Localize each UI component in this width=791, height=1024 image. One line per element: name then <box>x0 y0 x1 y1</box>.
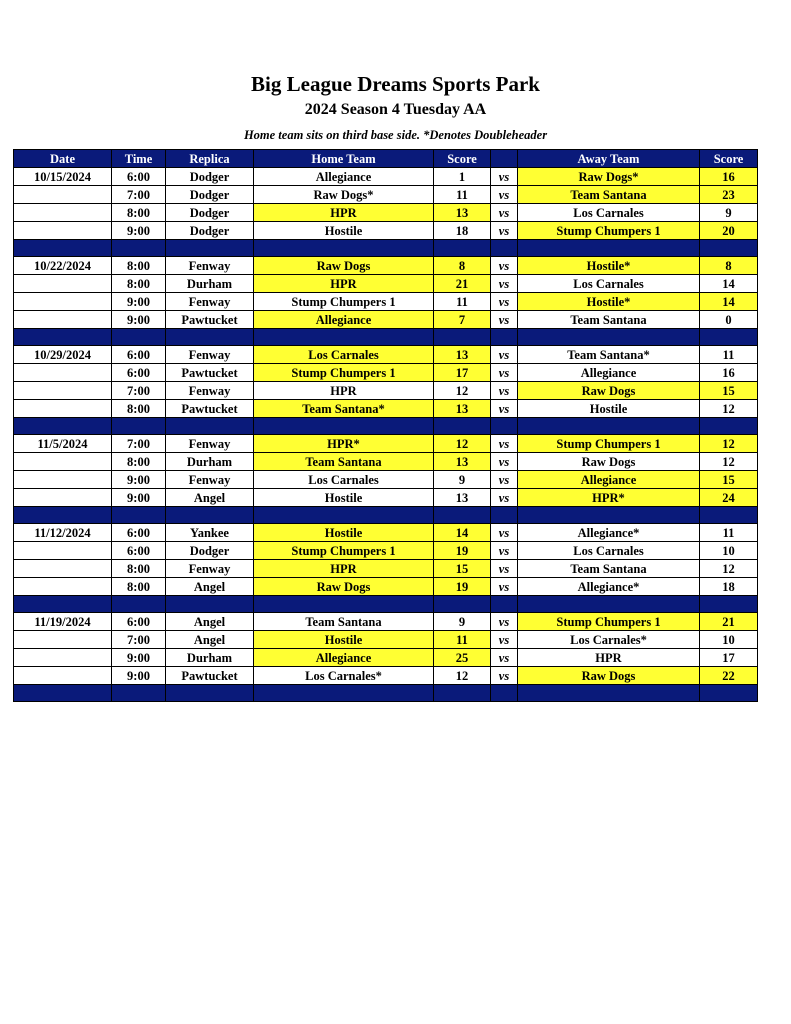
game-time: 9:00 <box>112 471 166 489</box>
vs-label: vs <box>491 364 518 382</box>
away-score: 12 <box>700 560 758 578</box>
away-score: 14 <box>700 293 758 311</box>
separator-cell <box>14 418 112 435</box>
game-date <box>14 222 112 240</box>
vs-label: vs <box>491 649 518 667</box>
separator-cell <box>434 685 491 702</box>
game-date: 11/5/2024 <box>14 435 112 453</box>
col-header-away-team: Away Team <box>518 150 700 168</box>
vs-label: vs <box>491 631 518 649</box>
home-team: Raw Dogs <box>254 578 434 596</box>
game-time: 9:00 <box>112 649 166 667</box>
away-team: HPR* <box>518 489 700 507</box>
vs-label: vs <box>491 311 518 329</box>
away-score: 12 <box>700 453 758 471</box>
home-score: 14 <box>434 524 491 542</box>
away-score: 20 <box>700 222 758 240</box>
game-row <box>14 489 758 507</box>
away-team: Allegiance <box>518 471 700 489</box>
game-replica: Pawtucket <box>166 667 254 685</box>
schedule-body <box>14 168 758 702</box>
vs-label: vs <box>491 613 518 631</box>
game-date: 11/19/2024 <box>14 613 112 631</box>
away-team: Raw Dogs* <box>518 168 700 186</box>
home-team: Los Carnales <box>254 346 434 364</box>
page-note: Home team sits on third base side. *Denotes Doubleheader <box>243 128 548 142</box>
away-team: HPR <box>518 649 700 667</box>
home-score: 11 <box>434 293 491 311</box>
home-team: HPR <box>254 204 434 222</box>
separator-cell <box>254 685 434 702</box>
away-team: Los Carnales <box>518 204 700 222</box>
separator-cell <box>700 418 758 435</box>
home-score: 19 <box>434 578 491 596</box>
week-separator <box>14 240 758 257</box>
home-score: 12 <box>434 435 491 453</box>
home-score: 11 <box>434 631 491 649</box>
home-score: 25 <box>434 649 491 667</box>
away-score: 16 <box>700 168 758 186</box>
separator-cell <box>700 329 758 346</box>
game-replica: Angel <box>166 613 254 631</box>
game-replica: Fenway <box>166 471 254 489</box>
game-date <box>14 578 112 596</box>
home-score: 12 <box>434 667 491 685</box>
game-row <box>14 222 758 240</box>
game-replica: Dodger <box>166 204 254 222</box>
vs-label: vs <box>491 168 518 186</box>
home-score: 13 <box>434 346 491 364</box>
game-row <box>14 453 758 471</box>
game-date <box>14 649 112 667</box>
away-team: Hostile <box>518 400 700 418</box>
home-team: HPR <box>254 382 434 400</box>
game-replica: Fenway <box>166 382 254 400</box>
game-time: 9:00 <box>112 489 166 507</box>
separator-cell <box>112 418 166 435</box>
home-score: 17 <box>434 364 491 382</box>
game-time: 8:00 <box>112 204 166 222</box>
game-time: 7:00 <box>112 186 166 204</box>
home-score: 13 <box>434 400 491 418</box>
home-score: 1 <box>434 168 491 186</box>
separator-cell <box>518 418 700 435</box>
home-score: 19 <box>434 542 491 560</box>
game-time: 8:00 <box>112 578 166 596</box>
away-team: Los Carnales <box>518 275 700 293</box>
game-date <box>14 400 112 418</box>
week-separator <box>14 685 758 702</box>
away-team: Stump Chumpers 1 <box>518 613 700 631</box>
home-score: 9 <box>434 471 491 489</box>
separator-cell <box>518 507 700 524</box>
away-team: Raw Dogs <box>518 667 700 685</box>
separator-cell <box>112 240 166 257</box>
game-date <box>14 542 112 560</box>
home-team: HPR <box>254 560 434 578</box>
col-header-replica: Replica <box>166 150 254 168</box>
separator-cell <box>14 329 112 346</box>
separator-cell <box>491 507 518 524</box>
header-row <box>14 150 758 168</box>
game-row <box>14 204 758 222</box>
game-replica: Durham <box>166 453 254 471</box>
game-row <box>14 542 758 560</box>
game-row <box>14 524 758 542</box>
game-row <box>14 649 758 667</box>
home-team: HPR* <box>254 435 434 453</box>
col-header-time: Time <box>112 150 166 168</box>
separator-cell <box>700 240 758 257</box>
away-score: 21 <box>700 613 758 631</box>
away-team: Stump Chumpers 1 <box>518 435 700 453</box>
vs-label: vs <box>491 222 518 240</box>
game-time: 8:00 <box>112 560 166 578</box>
separator-cell <box>112 329 166 346</box>
home-score: 9 <box>434 613 491 631</box>
game-replica: Fenway <box>166 435 254 453</box>
separator-cell <box>14 507 112 524</box>
away-team: Team Santana* <box>518 346 700 364</box>
game-replica: Dodger <box>166 542 254 560</box>
separator-cell <box>700 685 758 702</box>
separator-cell <box>434 240 491 257</box>
game-replica: Pawtucket <box>166 400 254 418</box>
week-separator <box>14 596 758 613</box>
away-score: 17 <box>700 649 758 667</box>
home-team: Los Carnales* <box>254 667 434 685</box>
game-date <box>14 293 112 311</box>
game-replica: Angel <box>166 631 254 649</box>
home-score: 13 <box>434 453 491 471</box>
home-score: 18 <box>434 222 491 240</box>
game-time: 6:00 <box>112 542 166 560</box>
game-date <box>14 631 112 649</box>
away-score: 10 <box>700 542 758 560</box>
away-team: Allegiance* <box>518 524 700 542</box>
col-header-vs <box>491 150 518 168</box>
vs-label: vs <box>491 400 518 418</box>
separator-cell <box>434 418 491 435</box>
home-team: Team Santana <box>254 453 434 471</box>
game-time: 6:00 <box>112 613 166 631</box>
away-team: Hostile* <box>518 257 700 275</box>
separator-cell <box>166 685 254 702</box>
game-replica: Durham <box>166 649 254 667</box>
vs-label: vs <box>491 453 518 471</box>
home-team: Raw Dogs <box>254 257 434 275</box>
vs-label: vs <box>491 471 518 489</box>
separator-cell <box>491 240 518 257</box>
home-team: Stump Chumpers 1 <box>254 293 434 311</box>
game-time: 7:00 <box>112 382 166 400</box>
separator-cell <box>491 418 518 435</box>
away-team: Los Carnales <box>518 542 700 560</box>
week-separator <box>14 507 758 524</box>
home-team: Hostile <box>254 524 434 542</box>
game-time: 9:00 <box>112 667 166 685</box>
game-replica: Fenway <box>166 346 254 364</box>
away-team: Team Santana <box>518 186 700 204</box>
game-row <box>14 667 758 685</box>
away-score: 23 <box>700 186 758 204</box>
game-date <box>14 204 112 222</box>
separator-cell <box>166 418 254 435</box>
away-team: Los Carnales* <box>518 631 700 649</box>
game-row <box>14 186 758 204</box>
game-date <box>14 364 112 382</box>
vs-label: vs <box>491 578 518 596</box>
separator-cell <box>112 596 166 613</box>
game-replica: Yankee <box>166 524 254 542</box>
home-score: 21 <box>434 275 491 293</box>
game-replica: Angel <box>166 489 254 507</box>
game-date: 10/15/2024 <box>14 168 112 186</box>
vs-label: vs <box>491 275 518 293</box>
game-row <box>14 257 758 275</box>
home-score: 7 <box>434 311 491 329</box>
page-title: Big League Dreams Sports Park <box>251 72 540 96</box>
separator-cell <box>700 507 758 524</box>
separator-cell <box>166 329 254 346</box>
separator-cell <box>434 596 491 613</box>
separator-cell <box>434 507 491 524</box>
away-score: 22 <box>700 667 758 685</box>
game-time: 8:00 <box>112 257 166 275</box>
game-row <box>14 471 758 489</box>
away-team: Stump Chumpers 1 <box>518 222 700 240</box>
away-score: 14 <box>700 275 758 293</box>
game-row <box>14 346 758 364</box>
week-separator <box>14 418 758 435</box>
separator-cell <box>518 329 700 346</box>
away-team: Raw Dogs <box>518 382 700 400</box>
vs-label: vs <box>491 257 518 275</box>
game-row <box>14 400 758 418</box>
game-date <box>14 453 112 471</box>
vs-label: vs <box>491 382 518 400</box>
separator-cell <box>254 240 434 257</box>
game-date <box>14 489 112 507</box>
away-team: Team Santana <box>518 560 700 578</box>
game-time: 9:00 <box>112 311 166 329</box>
game-date <box>14 667 112 685</box>
away-score: 12 <box>700 400 758 418</box>
away-score: 12 <box>700 435 758 453</box>
separator-cell <box>254 329 434 346</box>
vs-label: vs <box>491 667 518 685</box>
home-team: Allegiance <box>254 649 434 667</box>
home-team: Allegiance <box>254 311 434 329</box>
away-team: Allegiance <box>518 364 700 382</box>
game-date: 10/22/2024 <box>14 257 112 275</box>
separator-cell <box>112 507 166 524</box>
game-time: 7:00 <box>112 631 166 649</box>
game-row <box>14 578 758 596</box>
separator-cell <box>491 685 518 702</box>
game-row <box>14 168 758 186</box>
game-row <box>14 613 758 631</box>
away-score: 15 <box>700 471 758 489</box>
schedule-table <box>13 149 758 702</box>
game-replica: Fenway <box>166 293 254 311</box>
game-replica: Dodger <box>166 222 254 240</box>
home-score: 8 <box>434 257 491 275</box>
home-team: Team Santana <box>254 613 434 631</box>
vs-label: vs <box>491 204 518 222</box>
separator-cell <box>254 596 434 613</box>
vs-label: vs <box>491 524 518 542</box>
separator-cell <box>112 685 166 702</box>
game-time: 6:00 <box>112 168 166 186</box>
away-team: Allegiance* <box>518 578 700 596</box>
separator-cell <box>518 685 700 702</box>
away-score: 15 <box>700 382 758 400</box>
vs-label: vs <box>491 560 518 578</box>
away-score: 16 <box>700 364 758 382</box>
home-score: 13 <box>434 489 491 507</box>
separator-cell <box>254 507 434 524</box>
col-header-away-score: Score <box>700 150 758 168</box>
away-team: Hostile* <box>518 293 700 311</box>
home-team: HPR <box>254 275 434 293</box>
separator-cell <box>491 596 518 613</box>
home-score: 13 <box>434 204 491 222</box>
col-header-date: Date <box>14 150 112 168</box>
away-score: 18 <box>700 578 758 596</box>
vs-label: vs <box>491 346 518 364</box>
vs-label: vs <box>491 542 518 560</box>
separator-cell <box>14 685 112 702</box>
game-replica: Pawtucket <box>166 364 254 382</box>
away-score: 24 <box>700 489 758 507</box>
game-date <box>14 186 112 204</box>
week-separator <box>14 329 758 346</box>
vs-label: vs <box>491 435 518 453</box>
game-time: 8:00 <box>112 275 166 293</box>
vs-label: vs <box>491 489 518 507</box>
separator-cell <box>700 596 758 613</box>
game-row <box>14 364 758 382</box>
game-time: 8:00 <box>112 453 166 471</box>
home-score: 15 <box>434 560 491 578</box>
game-replica: Angel <box>166 578 254 596</box>
game-time: 6:00 <box>112 524 166 542</box>
vs-label: vs <box>491 293 518 311</box>
game-time: 9:00 <box>112 222 166 240</box>
separator-cell <box>254 418 434 435</box>
col-header-home-score: Score <box>434 150 491 168</box>
home-team: Stump Chumpers 1 <box>254 542 434 560</box>
game-row <box>14 560 758 578</box>
game-date <box>14 560 112 578</box>
game-time: 9:00 <box>112 293 166 311</box>
vs-label: vs <box>491 186 518 204</box>
game-date <box>14 471 112 489</box>
game-date <box>14 275 112 293</box>
game-row <box>14 293 758 311</box>
game-replica: Dodger <box>166 186 254 204</box>
separator-cell <box>166 507 254 524</box>
game-date: 11/12/2024 <box>14 524 112 542</box>
home-team: Raw Dogs* <box>254 186 434 204</box>
game-replica: Pawtucket <box>166 311 254 329</box>
away-team: Team Santana <box>518 311 700 329</box>
game-date <box>14 382 112 400</box>
game-row <box>14 382 758 400</box>
home-team: Stump Chumpers 1 <box>254 364 434 382</box>
game-time: 6:00 <box>112 364 166 382</box>
game-replica: Durham <box>166 275 254 293</box>
away-score: 11 <box>700 346 758 364</box>
separator-cell <box>491 329 518 346</box>
away-score: 0 <box>700 311 758 329</box>
game-row <box>14 311 758 329</box>
separator-cell <box>518 240 700 257</box>
game-row <box>14 631 758 649</box>
away-score: 8 <box>700 257 758 275</box>
game-time: 6:00 <box>112 346 166 364</box>
separator-cell <box>434 329 491 346</box>
away-team: Raw Dogs <box>518 453 700 471</box>
col-header-home-team: Home Team <box>254 150 434 168</box>
separator-cell <box>14 240 112 257</box>
home-team: Hostile <box>254 631 434 649</box>
game-replica: Fenway <box>166 560 254 578</box>
home-team: Hostile <box>254 222 434 240</box>
game-time: 8:00 <box>112 400 166 418</box>
game-row <box>14 435 758 453</box>
game-replica: Fenway <box>166 257 254 275</box>
page-subtitle: 2024 Season 4 Tuesday AA <box>304 101 487 118</box>
away-score: 9 <box>700 204 758 222</box>
separator-cell <box>166 240 254 257</box>
home-score: 12 <box>434 382 491 400</box>
away-score: 10 <box>700 631 758 649</box>
separator-cell <box>518 596 700 613</box>
home-team: Allegiance <box>254 168 434 186</box>
home-score: 11 <box>434 186 491 204</box>
away-score: 11 <box>700 524 758 542</box>
separator-cell <box>14 596 112 613</box>
game-replica: Dodger <box>166 168 254 186</box>
home-team: Hostile <box>254 489 434 507</box>
game-date: 10/29/2024 <box>14 346 112 364</box>
game-time: 7:00 <box>112 435 166 453</box>
game-row <box>14 275 758 293</box>
home-team: Team Santana* <box>254 400 434 418</box>
separator-cell <box>166 596 254 613</box>
game-date <box>14 311 112 329</box>
home-team: Los Carnales <box>254 471 434 489</box>
